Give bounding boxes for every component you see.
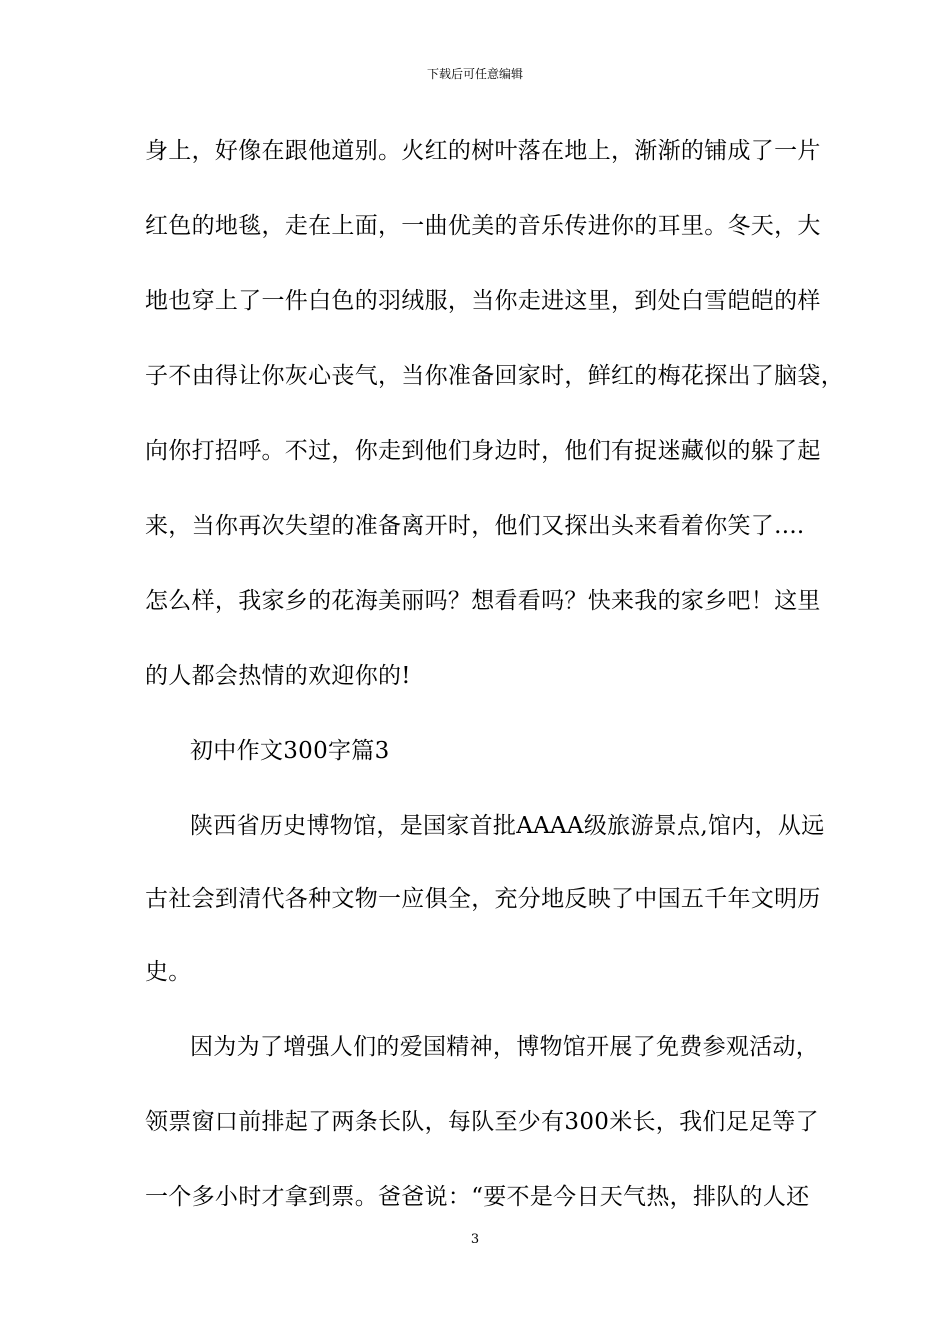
text-line: 红色的地毯，走在上面，一曲优美的音乐传进你的耳里。冬天，大 <box>145 213 821 239</box>
text-line: 的人都会热情的欢迎你的! <box>145 663 411 689</box>
text-line: 领票窗口前排起了两条长队，每队至少有300米长，我们足足等了 <box>145 1109 819 1135</box>
text-line: 来，当你再次失望的准备离开时，他们又探出头来看着你笑了.... <box>145 513 805 539</box>
text-line: 因为为了增强人们的爱国精神，博物馆开展了免费参观活动， <box>190 1034 820 1060</box>
text-line: 陕西省历史博物馆，是国家首批AAAA级旅游景点,馆内，从远 <box>190 813 825 839</box>
section-heading: 初中作文300字篇3 <box>190 738 390 764</box>
text-line: 古社会到清代各种文物一应俱全，充分地反映了中国五千年文明历 <box>145 886 821 912</box>
text-line: 一个多小时才拿到票。爸爸说：“要不是今日天气热，排队的人还 <box>145 1184 810 1210</box>
page-number: 3 <box>470 1232 480 1247</box>
text-line: 史。 <box>145 959 192 985</box>
text-line: 子不由得让你灰心丧气，当你准备回家时，鲜红的梅花探出了脑袋， <box>145 363 844 389</box>
text-line: 身上，好像在跟他道别。火红的树叶落在地上，渐渐的铺成了一片 <box>145 138 821 164</box>
page-header: 下载后可任意编辑 <box>426 67 523 81</box>
text-line: 怎么样，我家乡的花海美丽吗？想看看吗？快来我的家乡吧！这里 <box>145 588 821 614</box>
text-line: 向你打招呼。不过，你走到他们身边时，他们有捉迷藏似的躲了起 <box>145 438 821 464</box>
text-line: 地也穿上了一件白色的羽绒服，当你走进这里，到处白雪皑皑的样 <box>145 288 821 314</box>
